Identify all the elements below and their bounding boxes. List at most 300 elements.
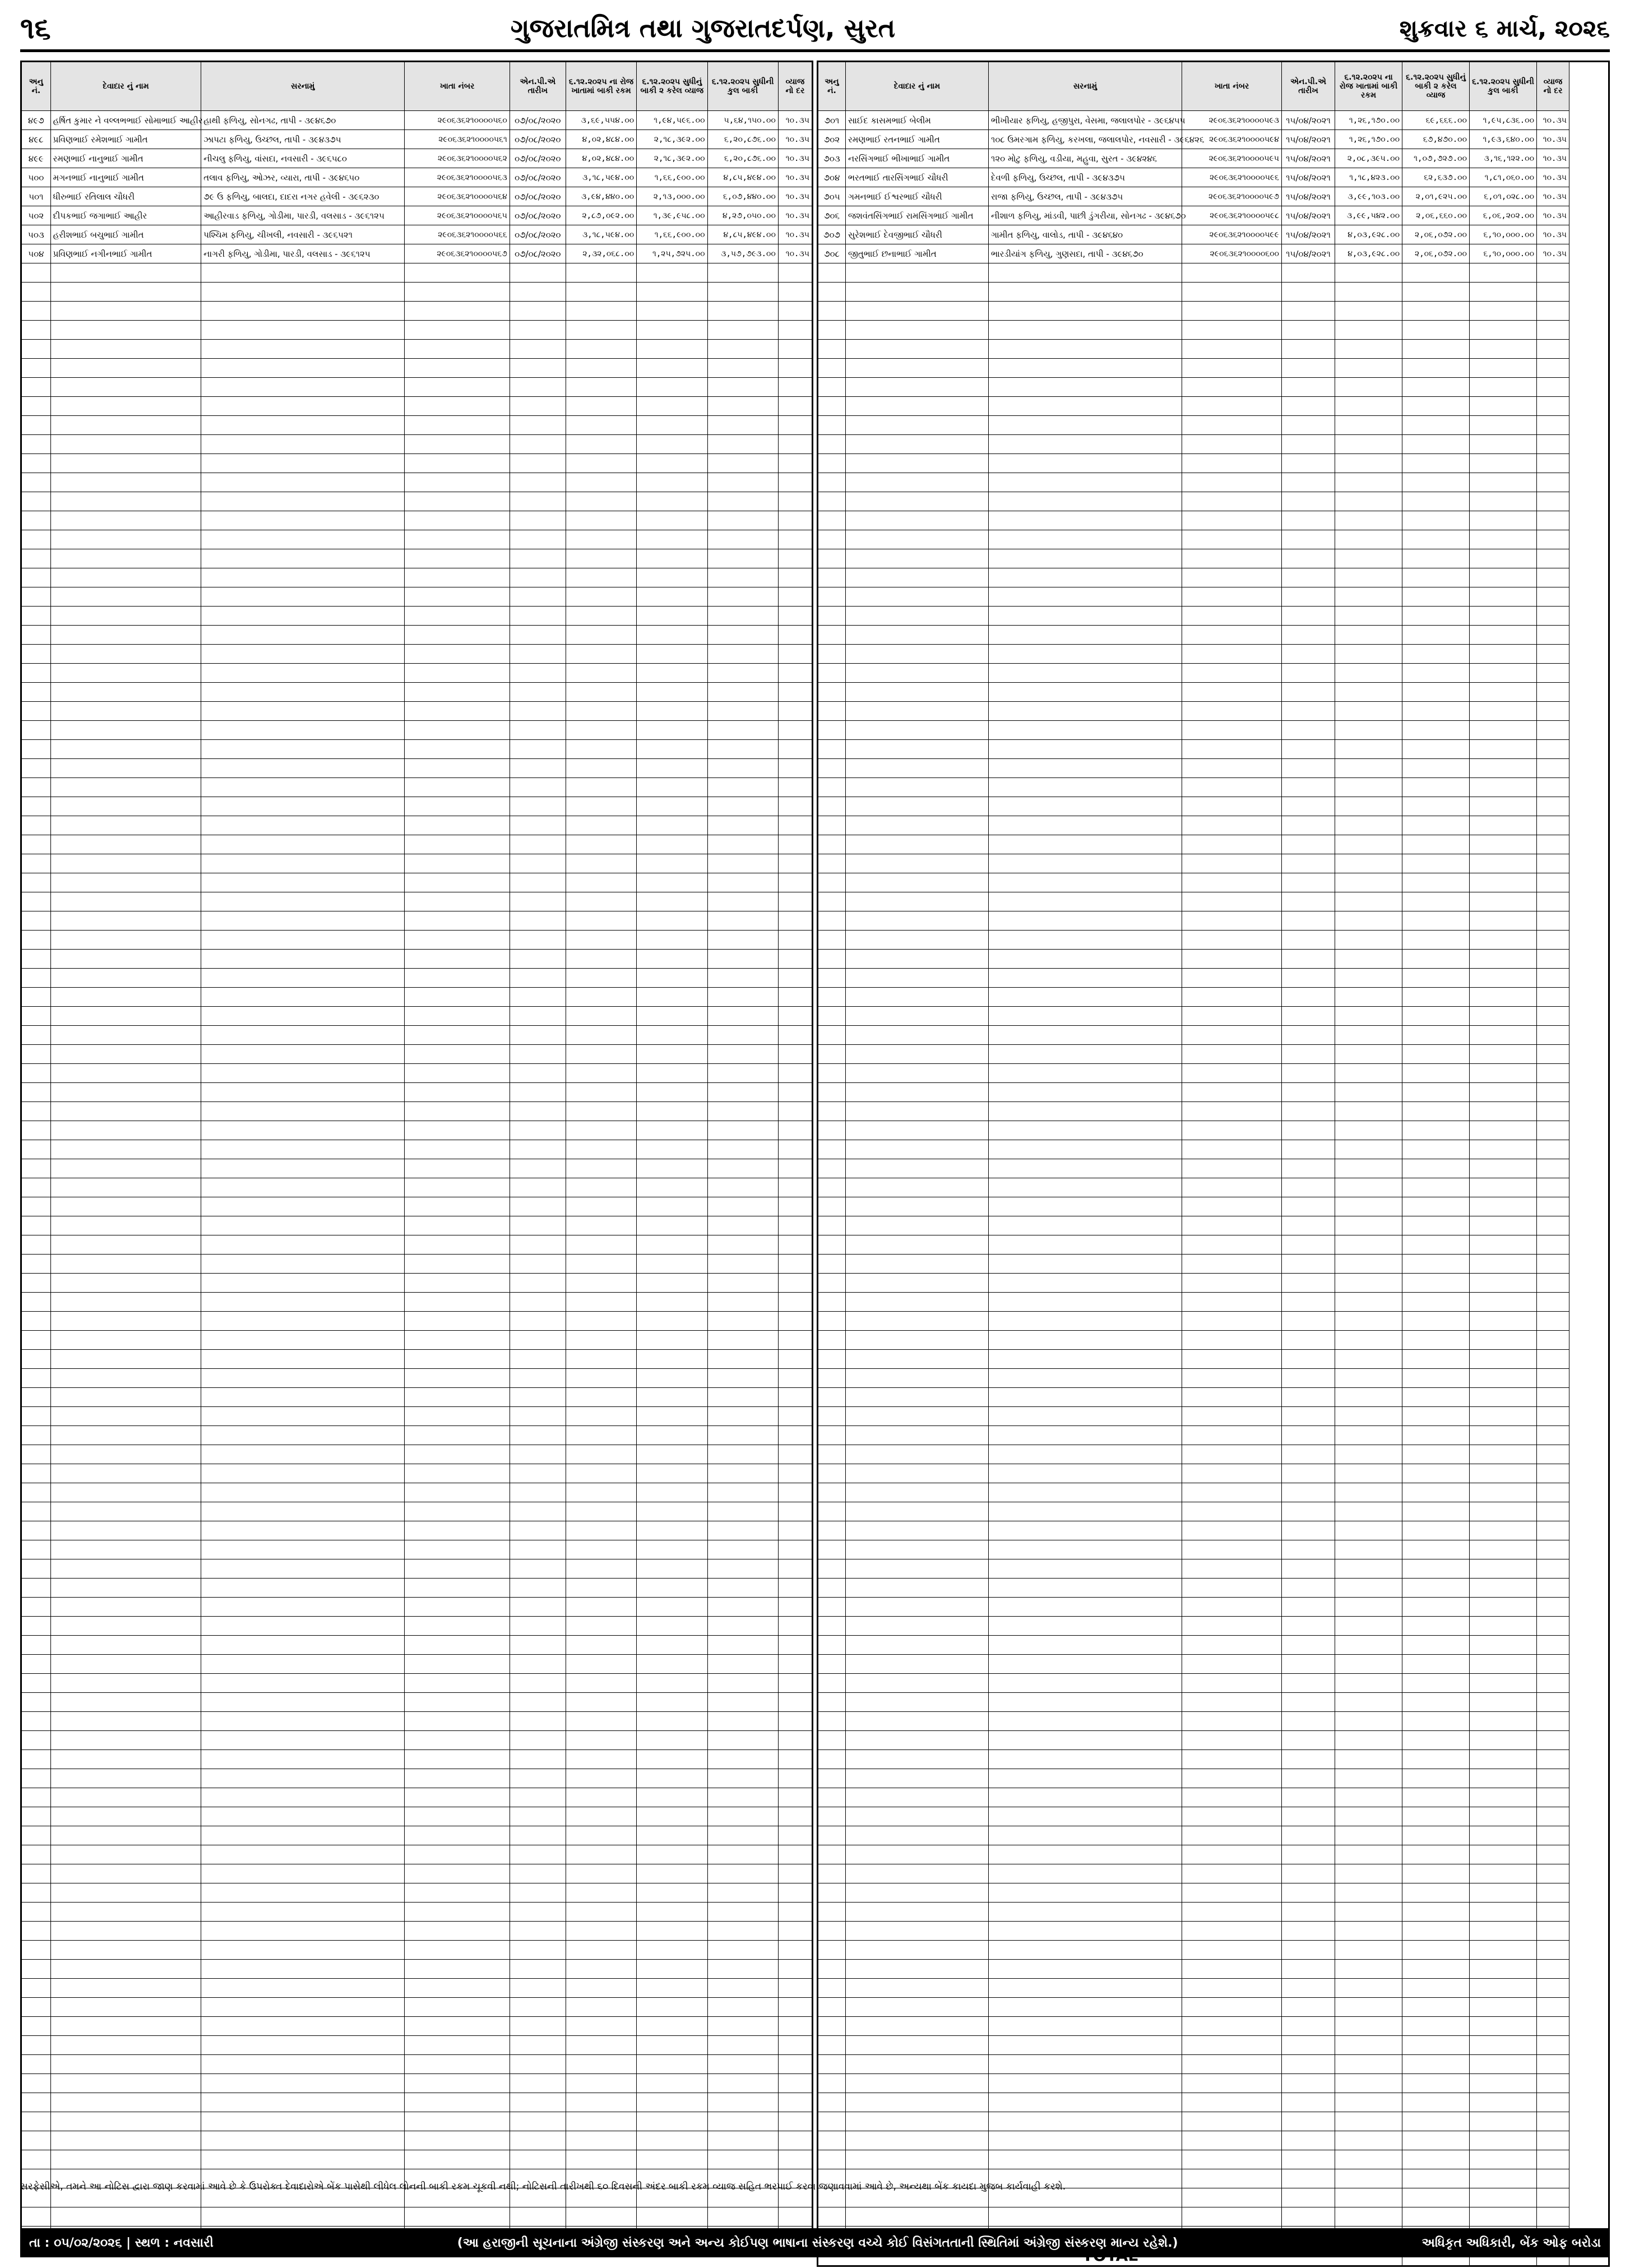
cell-blank <box>1182 721 1282 740</box>
cell-blank <box>989 340 1182 359</box>
table-row-blank <box>21 1216 813 1235</box>
cell-blank <box>1402 1159 1470 1178</box>
cell-blank <box>778 969 812 988</box>
cell-blank <box>1470 1331 1537 1350</box>
cell-blank <box>846 416 989 435</box>
cell-blank <box>707 263 778 283</box>
cell-blank <box>201 1102 405 1121</box>
cell-blank <box>637 1293 707 1312</box>
table-header-row <box>21 62 813 111</box>
table-row-blank <box>818 2017 1609 2036</box>
table-row-blank <box>818 835 1609 854</box>
cell-blank <box>1282 1883 1335 1903</box>
cell-blank <box>707 2017 778 2036</box>
cell-blank <box>707 1769 778 1788</box>
cell-blank <box>50 1826 201 1845</box>
cell-blank <box>818 1026 846 1045</box>
cell-blank <box>1470 1045 1537 1064</box>
cell-blank <box>201 1255 405 1274</box>
cell-blank <box>201 1007 405 1026</box>
cell-blank <box>201 1674 405 1693</box>
cell-blank <box>637 1826 707 1845</box>
cell-blank <box>1537 1293 1569 1312</box>
cell-blank <box>405 1007 510 1026</box>
cell-address: રાજા ફળિયુ, ઉચ્છલ, તાપી - ૩૯૪૩૭૫ <box>989 187 1182 206</box>
cell-blank <box>637 1026 707 1045</box>
table-row-blank <box>21 1826 813 1845</box>
cell-blank <box>21 1064 51 1083</box>
cell-blank <box>707 587 778 607</box>
authorized-officer: અધિકૃત અધિકારી, બેંક ઓફ બરોડા <box>1421 2235 1601 2250</box>
cell-blank <box>818 492 846 511</box>
cell-blank <box>510 1883 566 1903</box>
cell-blank <box>1335 1369 1402 1388</box>
cell-blank <box>1537 587 1569 607</box>
cell-blank <box>1335 1540 1402 1559</box>
cell-blank <box>707 1407 778 1426</box>
cell-blank <box>21 1960 51 1979</box>
cell-blank <box>778 816 812 835</box>
cell-blank <box>1537 1712 1569 1731</box>
cell-blank <box>201 664 405 683</box>
cell-blank <box>989 473 1182 492</box>
cell-blank <box>566 1445 636 1464</box>
cell-blank <box>989 1502 1182 1521</box>
table-row-blank <box>21 1369 813 1388</box>
cell-blank <box>50 1083 201 1102</box>
cell-blank <box>405 2036 510 2055</box>
table-row <box>21 168 813 187</box>
cell-blank <box>989 2131 1182 2150</box>
col-interest: ૬.૧૨.૨૦૨૫ સુધીનું બાકી ૨ કરેલ વ્યાજ <box>1402 62 1470 111</box>
cell-blank <box>778 1407 812 1426</box>
cell-blank <box>846 1655 989 1674</box>
cell-blank <box>1537 568 1569 587</box>
page-header <box>20 8 1610 52</box>
cell-blank <box>707 1807 778 1826</box>
cell-blank <box>566 1064 636 1083</box>
cell-blank <box>818 1960 846 1979</box>
cell-blank <box>405 1864 510 1883</box>
table-row-blank <box>21 1712 813 1731</box>
table-row-blank <box>818 2112 1609 2131</box>
cell-blank <box>510 1845 566 1864</box>
cell-blank <box>1282 1026 1335 1045</box>
table-row-blank <box>818 2150 1609 2169</box>
cell-blank <box>778 340 812 359</box>
cell-blank <box>510 1674 566 1693</box>
cell-blank <box>637 1521 707 1540</box>
cell-blank <box>778 988 812 1007</box>
cell-blank <box>846 1521 989 1540</box>
cell-blank <box>846 1979 989 1998</box>
cell-blank <box>1282 1731 1335 1750</box>
cell-blank <box>50 683 201 702</box>
cell-blank <box>1335 2131 1402 2150</box>
cell-blank <box>1537 683 1569 702</box>
cell-blank <box>1282 1464 1335 1483</box>
cell-blank <box>1402 1693 1470 1712</box>
cell-blank <box>1335 2150 1402 2169</box>
table-row-blank <box>818 607 1609 626</box>
table-row-blank <box>818 1293 1609 1312</box>
cell-blank <box>989 1483 1182 1502</box>
cell-blank <box>846 1941 989 1960</box>
cell-blank <box>1335 283 1402 302</box>
cell-blank <box>1537 416 1569 435</box>
cell-blank <box>778 568 812 587</box>
cell-blank <box>637 835 707 854</box>
cell-blank <box>818 1922 846 1941</box>
cell-blank <box>778 1502 812 1521</box>
table-row-blank <box>818 1083 1609 1102</box>
cell-blank <box>989 1883 1182 1903</box>
cell-blank <box>201 1731 405 1750</box>
cell-blank <box>50 1064 201 1083</box>
cell-blank <box>1335 2112 1402 2131</box>
cell-blank <box>846 1312 989 1331</box>
cell-blank <box>1282 435 1335 454</box>
table-row-blank <box>21 378 813 397</box>
cell-blank <box>846 1293 989 1312</box>
cell-blank <box>846 1388 989 1407</box>
cell-blank <box>405 1388 510 1407</box>
table-row-blank <box>21 702 813 721</box>
cell-blank <box>510 1140 566 1159</box>
cell-blank <box>707 664 778 683</box>
cell-blank <box>50 1312 201 1331</box>
cell-outstanding-interest: ૧,૬૬,૯૦૦.૦૦ <box>637 168 707 187</box>
cell-blank <box>707 416 778 435</box>
cell-blank <box>510 607 566 626</box>
cell-blank <box>50 1350 201 1369</box>
cell-blank <box>1182 1197 1282 1216</box>
cell-blank <box>1182 263 1282 283</box>
cell-blank <box>566 1426 636 1445</box>
cell-blank <box>1537 1750 1569 1769</box>
cell-blank <box>1335 1826 1402 1845</box>
cell-blank <box>510 1121 566 1140</box>
cell-blank <box>1402 1903 1470 1922</box>
cell-blank <box>1402 1331 1470 1350</box>
cell-blank <box>778 435 812 454</box>
cell-blank <box>1335 1845 1402 1864</box>
cell-blank <box>201 988 405 1007</box>
cell-blank <box>1537 1674 1569 1693</box>
cell-blank <box>566 2055 636 2074</box>
cell-blank <box>1537 1502 1569 1521</box>
cell-blank <box>201 969 405 988</box>
cell-blank <box>1335 302 1402 321</box>
cell-blank <box>818 1845 846 1864</box>
cell-blank <box>989 263 1182 283</box>
cell-outstanding-interest: ૬૨,૬૩૭.૦૦ <box>1402 168 1470 187</box>
cell-blank <box>1182 1121 1282 1140</box>
cell-blank <box>510 1178 566 1197</box>
cell-blank <box>201 1598 405 1617</box>
cell-blank <box>1402 302 1470 321</box>
cell-blank <box>707 1559 778 1579</box>
cell-blank <box>1470 1693 1537 1712</box>
cell-blank <box>778 1274 812 1293</box>
cell-blank <box>1537 530 1569 549</box>
cell-blank <box>1335 1197 1402 1216</box>
cell-blank <box>1282 1102 1335 1121</box>
cell-blank <box>21 1864 51 1883</box>
cell-blank <box>201 321 405 340</box>
cell-blank <box>818 1274 846 1293</box>
cell-rate: ૧૦.૩૫ <box>778 149 812 168</box>
cell-blank <box>21 1178 51 1197</box>
cell-blank <box>1537 1998 1569 2017</box>
cell-blank <box>818 607 846 626</box>
cell-blank <box>566 664 636 683</box>
cell-rate: ૧૦.૩૫ <box>1537 168 1569 187</box>
cell-blank <box>201 1826 405 1845</box>
cell-blank <box>1335 1712 1402 1731</box>
cell-blank <box>778 1178 812 1197</box>
cell-blank <box>707 2055 778 2074</box>
cell-outstanding: ૩,૧૮,૫૯૪.૦૦ <box>566 168 636 187</box>
cell-blank <box>1282 1521 1335 1540</box>
cell-blank <box>405 1350 510 1369</box>
cell-blank <box>1537 1464 1569 1483</box>
cell-blank <box>707 2074 778 2093</box>
cell-blank <box>1282 1979 1335 1998</box>
cell-blank <box>778 1102 812 1121</box>
cell-blank <box>1470 1960 1537 1979</box>
cell-blank <box>21 702 51 721</box>
cell-blank <box>1470 1502 1537 1521</box>
cell-blank <box>510 683 566 702</box>
cell-blank <box>405 587 510 607</box>
cell-blank <box>707 1521 778 1540</box>
cell-npa-date: ૧૫/૦૪/૨૦૨૧ <box>1282 187 1335 206</box>
cell-blank <box>510 1807 566 1826</box>
cell-total-dues: ૬,૦૬,૨૦૨.૦૦ <box>1470 206 1537 225</box>
cell-blank <box>818 1483 846 1502</box>
table-row-blank <box>818 1979 1609 1998</box>
cell-blank <box>50 1883 201 1903</box>
table-row-blank <box>21 1274 813 1293</box>
cell-blank <box>1182 1540 1282 1559</box>
cell-blank <box>1537 2055 1569 2074</box>
cell-blank <box>818 645 846 664</box>
cell-blank <box>846 1483 989 1502</box>
cell-blank <box>637 892 707 911</box>
cell-rate: ૧૦.૩૫ <box>778 130 812 149</box>
cell-outstanding-interest: ૧,૩૯,૯૫૮.૦૦ <box>637 206 707 225</box>
table-row <box>818 225 1609 244</box>
table-row-blank <box>21 587 813 607</box>
cell-blank <box>1282 2036 1335 2055</box>
cell-blank <box>637 1998 707 2017</box>
cell-blank <box>201 1559 405 1579</box>
table-row-blank <box>818 1864 1609 1883</box>
cell-blank <box>707 1121 778 1140</box>
cell-blank <box>1335 1903 1402 1922</box>
cell-blank <box>405 1159 510 1178</box>
cell-blank <box>510 1083 566 1102</box>
cell-blank <box>1282 664 1335 683</box>
cell-blank <box>1335 1502 1402 1521</box>
cell-npa-date: ૦૭/૦૮/૨૦૨૦ <box>510 130 566 149</box>
cell-blank <box>21 759 51 778</box>
table-row <box>818 149 1609 168</box>
cell-blank <box>1402 854 1470 873</box>
cell-blank <box>566 1159 636 1178</box>
cell-blank <box>1537 1407 1569 1426</box>
cell-blank <box>1282 473 1335 492</box>
cell-blank <box>1470 1121 1537 1140</box>
cell-blank <box>1402 816 1470 835</box>
cell-blank <box>405 1235 510 1255</box>
cell-blank <box>201 1197 405 1216</box>
cell-blank <box>1335 321 1402 340</box>
cell-blank <box>405 645 510 664</box>
cell-blank <box>1182 568 1282 587</box>
table-row-blank <box>818 1197 1609 1216</box>
cell-blank <box>21 2093 51 2112</box>
cell-blank <box>1282 1636 1335 1655</box>
cell-blank <box>707 1255 778 1274</box>
cell-blank <box>1282 1178 1335 1197</box>
table-row-blank <box>818 321 1609 340</box>
cell-blank <box>21 835 51 854</box>
table-row-blank <box>21 1197 813 1216</box>
cell-blank <box>778 1083 812 1102</box>
cell-blank <box>201 1331 405 1350</box>
cell-blank <box>637 1922 707 1941</box>
cell-blank <box>1470 702 1537 721</box>
cell-blank <box>1282 1274 1335 1293</box>
cell-blank <box>50 435 201 454</box>
cell-blank <box>846 492 989 511</box>
table-row-blank <box>21 2074 813 2093</box>
cell-blank <box>21 1598 51 1617</box>
cell-blank <box>566 950 636 969</box>
cell-blank <box>566 1769 636 1788</box>
cell-blank <box>707 1178 778 1197</box>
table-row-blank <box>21 835 813 854</box>
cell-blank <box>818 1598 846 1617</box>
cell-blank <box>1537 435 1569 454</box>
cell-blank <box>1470 1140 1537 1159</box>
cell-npa-date: ૧૫/૦૪/૨૦૨૧ <box>1282 206 1335 225</box>
table-row-blank <box>818 1235 1609 1255</box>
cell-blank <box>989 359 1182 378</box>
cell-blank <box>510 1769 566 1788</box>
cell-blank <box>846 2074 989 2093</box>
cell-sr: ૭૦૪ <box>818 168 846 187</box>
cell-blank <box>707 1331 778 1350</box>
cell-blank <box>510 950 566 969</box>
cell-blank <box>818 1197 846 1216</box>
cell-blank <box>405 1483 510 1502</box>
cell-blank <box>510 549 566 568</box>
cell-total-dues: ૬,૦૭,૪૪૦.૦૦ <box>707 187 778 206</box>
cell-blank <box>21 263 51 283</box>
cell-blank <box>637 1121 707 1140</box>
cell-blank <box>846 435 989 454</box>
cell-blank <box>846 645 989 664</box>
cell-blank <box>989 1064 1182 1083</box>
cell-outstanding: ૧,૨૬,૧૭૦.૦૦ <box>1335 111 1402 130</box>
table-row-blank <box>818 1331 1609 1350</box>
cell-blank <box>1335 1655 1402 1674</box>
cell-blank <box>818 1407 846 1426</box>
table-row-blank <box>818 1121 1609 1140</box>
cell-blank <box>566 835 636 854</box>
cell-total-dues: ૪,૮૫,૪૯૪.૦૦ <box>707 168 778 187</box>
cell-blank <box>1537 1845 1569 1864</box>
table-row-blank <box>21 1140 813 1159</box>
table-row-blank <box>21 1655 813 1674</box>
cell-blank <box>1282 683 1335 702</box>
cell-outstanding: ૪,૦૩,૯૨૮.૦૦ <box>1335 244 1402 263</box>
cell-blank <box>846 988 989 1007</box>
cell-blank <box>1182 1350 1282 1369</box>
cell-blank <box>637 1350 707 1369</box>
cell-blank <box>405 1579 510 1598</box>
cell-blank <box>50 1121 201 1140</box>
cell-blank <box>989 1140 1182 1159</box>
cell-blank <box>1182 1903 1282 1922</box>
cell-blank <box>1182 1483 1282 1502</box>
cell-blank <box>1470 511 1537 530</box>
cell-blank <box>1335 1216 1402 1235</box>
cell-blank <box>1282 1083 1335 1102</box>
cell-blank <box>201 1235 405 1255</box>
cell-blank <box>510 1216 566 1235</box>
cell-blank <box>1282 454 1335 473</box>
cell-blank <box>778 683 812 702</box>
cell-blank <box>1335 1693 1402 1712</box>
cell-blank <box>21 1197 51 1216</box>
cell-blank <box>1470 1102 1537 1121</box>
cell-blank <box>637 359 707 378</box>
cell-blank <box>1282 321 1335 340</box>
cell-blank <box>405 1769 510 1788</box>
cell-blank <box>707 1312 778 1331</box>
cell-borrower: રમણભાઈ નાનુભાઈ ગામીત <box>50 149 201 168</box>
cell-blank <box>818 1216 846 1235</box>
cell-blank <box>707 645 778 664</box>
cell-blank <box>1182 2112 1282 2131</box>
cell-blank <box>201 1864 405 1883</box>
cell-blank <box>1402 626 1470 645</box>
cell-blank <box>566 1388 636 1407</box>
cell-blank <box>201 454 405 473</box>
cell-blank <box>989 530 1182 549</box>
cell-blank <box>1537 1826 1569 1845</box>
cell-blank <box>846 1216 989 1235</box>
cell-blank <box>846 1445 989 1464</box>
cell-blank <box>1470 2036 1537 2055</box>
cell-blank <box>201 2131 405 2150</box>
cell-blank <box>846 931 989 950</box>
cell-blank <box>707 1979 778 1998</box>
cell-blank <box>50 1845 201 1864</box>
cell-blank <box>1402 1655 1470 1674</box>
cell-blank <box>707 283 778 302</box>
cell-blank <box>405 740 510 759</box>
cell-blank <box>1282 530 1335 549</box>
table-row-blank <box>818 1636 1609 1655</box>
cell-blank <box>818 721 846 740</box>
cell-blank <box>1537 740 1569 759</box>
cell-blank <box>1402 1731 1470 1750</box>
